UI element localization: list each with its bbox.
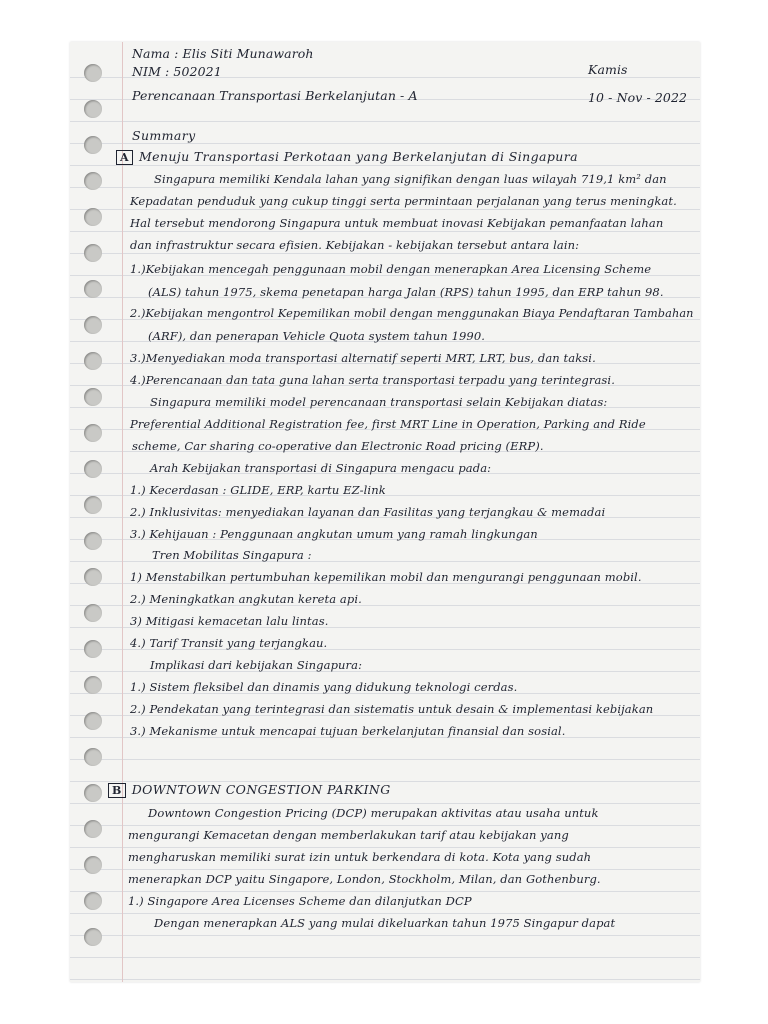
section-a-line: 2.) Inklusivitas: menyediakan layanan dan Fasilitas yang terjangkau & memadai bbox=[130, 505, 606, 519]
section-a-label: A bbox=[116, 150, 133, 165]
binder-hole bbox=[84, 172, 102, 190]
section-a-line: Arah Kebijakan transportasi di Singapura mengacu pada: bbox=[150, 461, 492, 475]
note-day: Kamis bbox=[588, 62, 628, 77]
binder-hole bbox=[84, 424, 102, 442]
section-a-line: Tren Mobilitas Singapura : bbox=[152, 548, 312, 562]
section-a-line: 2.) Pendekatan yang terintegrasi dan sistematis untuk desain & implementasi kebijakan bbox=[130, 702, 654, 716]
section-a-line: scheme, Car sharing co-operative dan Electronic Road pricing (ERP). bbox=[132, 439, 544, 453]
binder-hole bbox=[84, 712, 102, 730]
notebook-page bbox=[70, 42, 700, 982]
section-b-line: Downtown Congestion Pricing (DCP) merupakan aktivitas atau usaha untuk bbox=[148, 806, 599, 820]
section-a-line: (ARF), dan penerapan Vehicle Quota system tahun 1990. bbox=[148, 329, 485, 343]
summary-title: Summary bbox=[132, 128, 196, 143]
binder-hole bbox=[84, 316, 102, 334]
section-b-line: mengurangi Kemacetan dengan memberlakukan tarif atau kebijakan yang bbox=[128, 828, 569, 842]
section-a-line: 2.)Kebijakan mengontrol Kepemilikan mobil dengan menggunakan Biaya Pendaftaran Tambahan bbox=[130, 307, 694, 320]
binder-hole bbox=[84, 604, 102, 622]
section-a-line: Singapura memiliki Kendala lahan yang signifikan dengan luas wilayah 719,1 km² dan bbox=[154, 172, 667, 186]
binder-hole bbox=[84, 64, 102, 82]
course-title: Perencanaan Transportasi Berkelanjutan - A bbox=[132, 88, 418, 103]
section-a-line: 3.) Mekanisme untuk mencapai tujuan berkelanjutan finansial dan sosial. bbox=[130, 724, 566, 738]
section-b-label: B bbox=[108, 783, 126, 798]
section-a-line: 3.)Menyediakan moda transportasi alternatif seperti MRT, LRT, bus, dan taksi. bbox=[130, 351, 596, 365]
binder-hole bbox=[84, 100, 102, 118]
section-a-line: Kepadatan penduduk yang cukup tinggi serta permintaan perjalanan yang terus meningkat. bbox=[130, 194, 677, 208]
binder-hole bbox=[84, 136, 102, 154]
binder-hole bbox=[84, 820, 102, 838]
binder-hole bbox=[84, 496, 102, 514]
section-a-title: Menuju Transportasi Perkotaan yang Berkelanjutan di Singapura bbox=[138, 149, 578, 164]
binder-hole bbox=[84, 532, 102, 550]
section-a-line: 1.) Sistem fleksibel dan dinamis yang didukung teknologi cerdas. bbox=[130, 680, 518, 694]
binder-hole bbox=[84, 280, 102, 298]
binder-hole bbox=[84, 784, 102, 802]
binder-hole bbox=[84, 676, 102, 694]
student-name: Nama : Elis Siti Munawaroh bbox=[132, 46, 314, 61]
section-b-heading bbox=[108, 782, 391, 798]
margin-line bbox=[122, 42, 123, 982]
section-b-line: Dengan menerapkan ALS yang mulai dikeluarkan tahun 1975 Singapur dapat bbox=[154, 916, 616, 930]
section-a-line: 1.) Kecerdasan : GLIDE, ERP, kartu EZ-link bbox=[130, 483, 386, 497]
binder-hole bbox=[84, 208, 102, 226]
binder-hole bbox=[84, 244, 102, 262]
binder-hole bbox=[84, 892, 102, 910]
binder-hole bbox=[84, 928, 102, 946]
binder-hole bbox=[84, 388, 102, 406]
section-a-line: 2.) Meningkatkan angkutan kereta api. bbox=[130, 592, 362, 606]
student-nim: NIM : 502021 bbox=[132, 64, 222, 79]
section-a-line: 3.) Kehijauan : Penggunaan angkutan umum yang ramah lingkungan bbox=[130, 527, 538, 541]
note-date: 10 - Nov - 2022 bbox=[588, 90, 688, 105]
section-b-line: 1.) Singapore Area Licenses Scheme dan dilanjutkan DCP bbox=[128, 894, 472, 908]
section-a-line: Singapura memiliki model perencanaan transportasi selain Kebijakan diatas: bbox=[150, 395, 608, 409]
binder-hole bbox=[84, 352, 102, 370]
section-b-line: menerapkan DCP yaitu Singapore, London, Stockholm, Milan, dan Gothenburg. bbox=[128, 872, 601, 886]
section-b-title: DOWNTOWN CONGESTION PARKING bbox=[131, 782, 391, 797]
section-a-line: Preferential Additional Registration fee, first MRT Line in Operation, Parking and Ride bbox=[130, 417, 646, 431]
section-a-line: 4.) Tarif Transit yang terjangkau. bbox=[130, 636, 328, 650]
section-a-line: dan infrastruktur secara efisien. Kebijakan - kebijakan tersebut antara lain: bbox=[130, 238, 580, 252]
section-a-line: Implikasi dari kebijakan Singapura: bbox=[150, 658, 363, 672]
section-a-line: Hal tersebut mendorong Singapura untuk membuat inovasi Kebijakan pemanfaatan lahan bbox=[130, 216, 664, 230]
section-b-line: mengharuskan memiliki surat izin untuk berkendara di kota. Kota yang sudah bbox=[128, 850, 592, 864]
section-a-line: 4.)Perencanaan dan tata guna lahan serta transportasi terpadu yang terintegrasi. bbox=[130, 373, 615, 387]
section-a-line: (ALS) tahun 1975, skema penetapan harga Jalan (RPS) tahun 1995, dan ERP tahun 98. bbox=[148, 285, 664, 299]
section-a-line: 1) Menstabilkan pertumbuhan kepemilikan mobil dan mengurangi penggunaan mobil. bbox=[130, 570, 642, 584]
binder-hole bbox=[84, 856, 102, 874]
binder-hole bbox=[84, 640, 102, 658]
binder-hole bbox=[84, 748, 102, 766]
section-a-line: 3) Mitigasi kemacetan lalu lintas. bbox=[130, 614, 329, 628]
section-a-line: 1.)Kebijakan mencegah penggunaan mobil dengan menerapkan Area Licensing Scheme bbox=[130, 262, 652, 276]
binder-hole bbox=[84, 460, 102, 478]
binder-hole bbox=[84, 568, 102, 586]
section-a-heading bbox=[116, 149, 578, 165]
